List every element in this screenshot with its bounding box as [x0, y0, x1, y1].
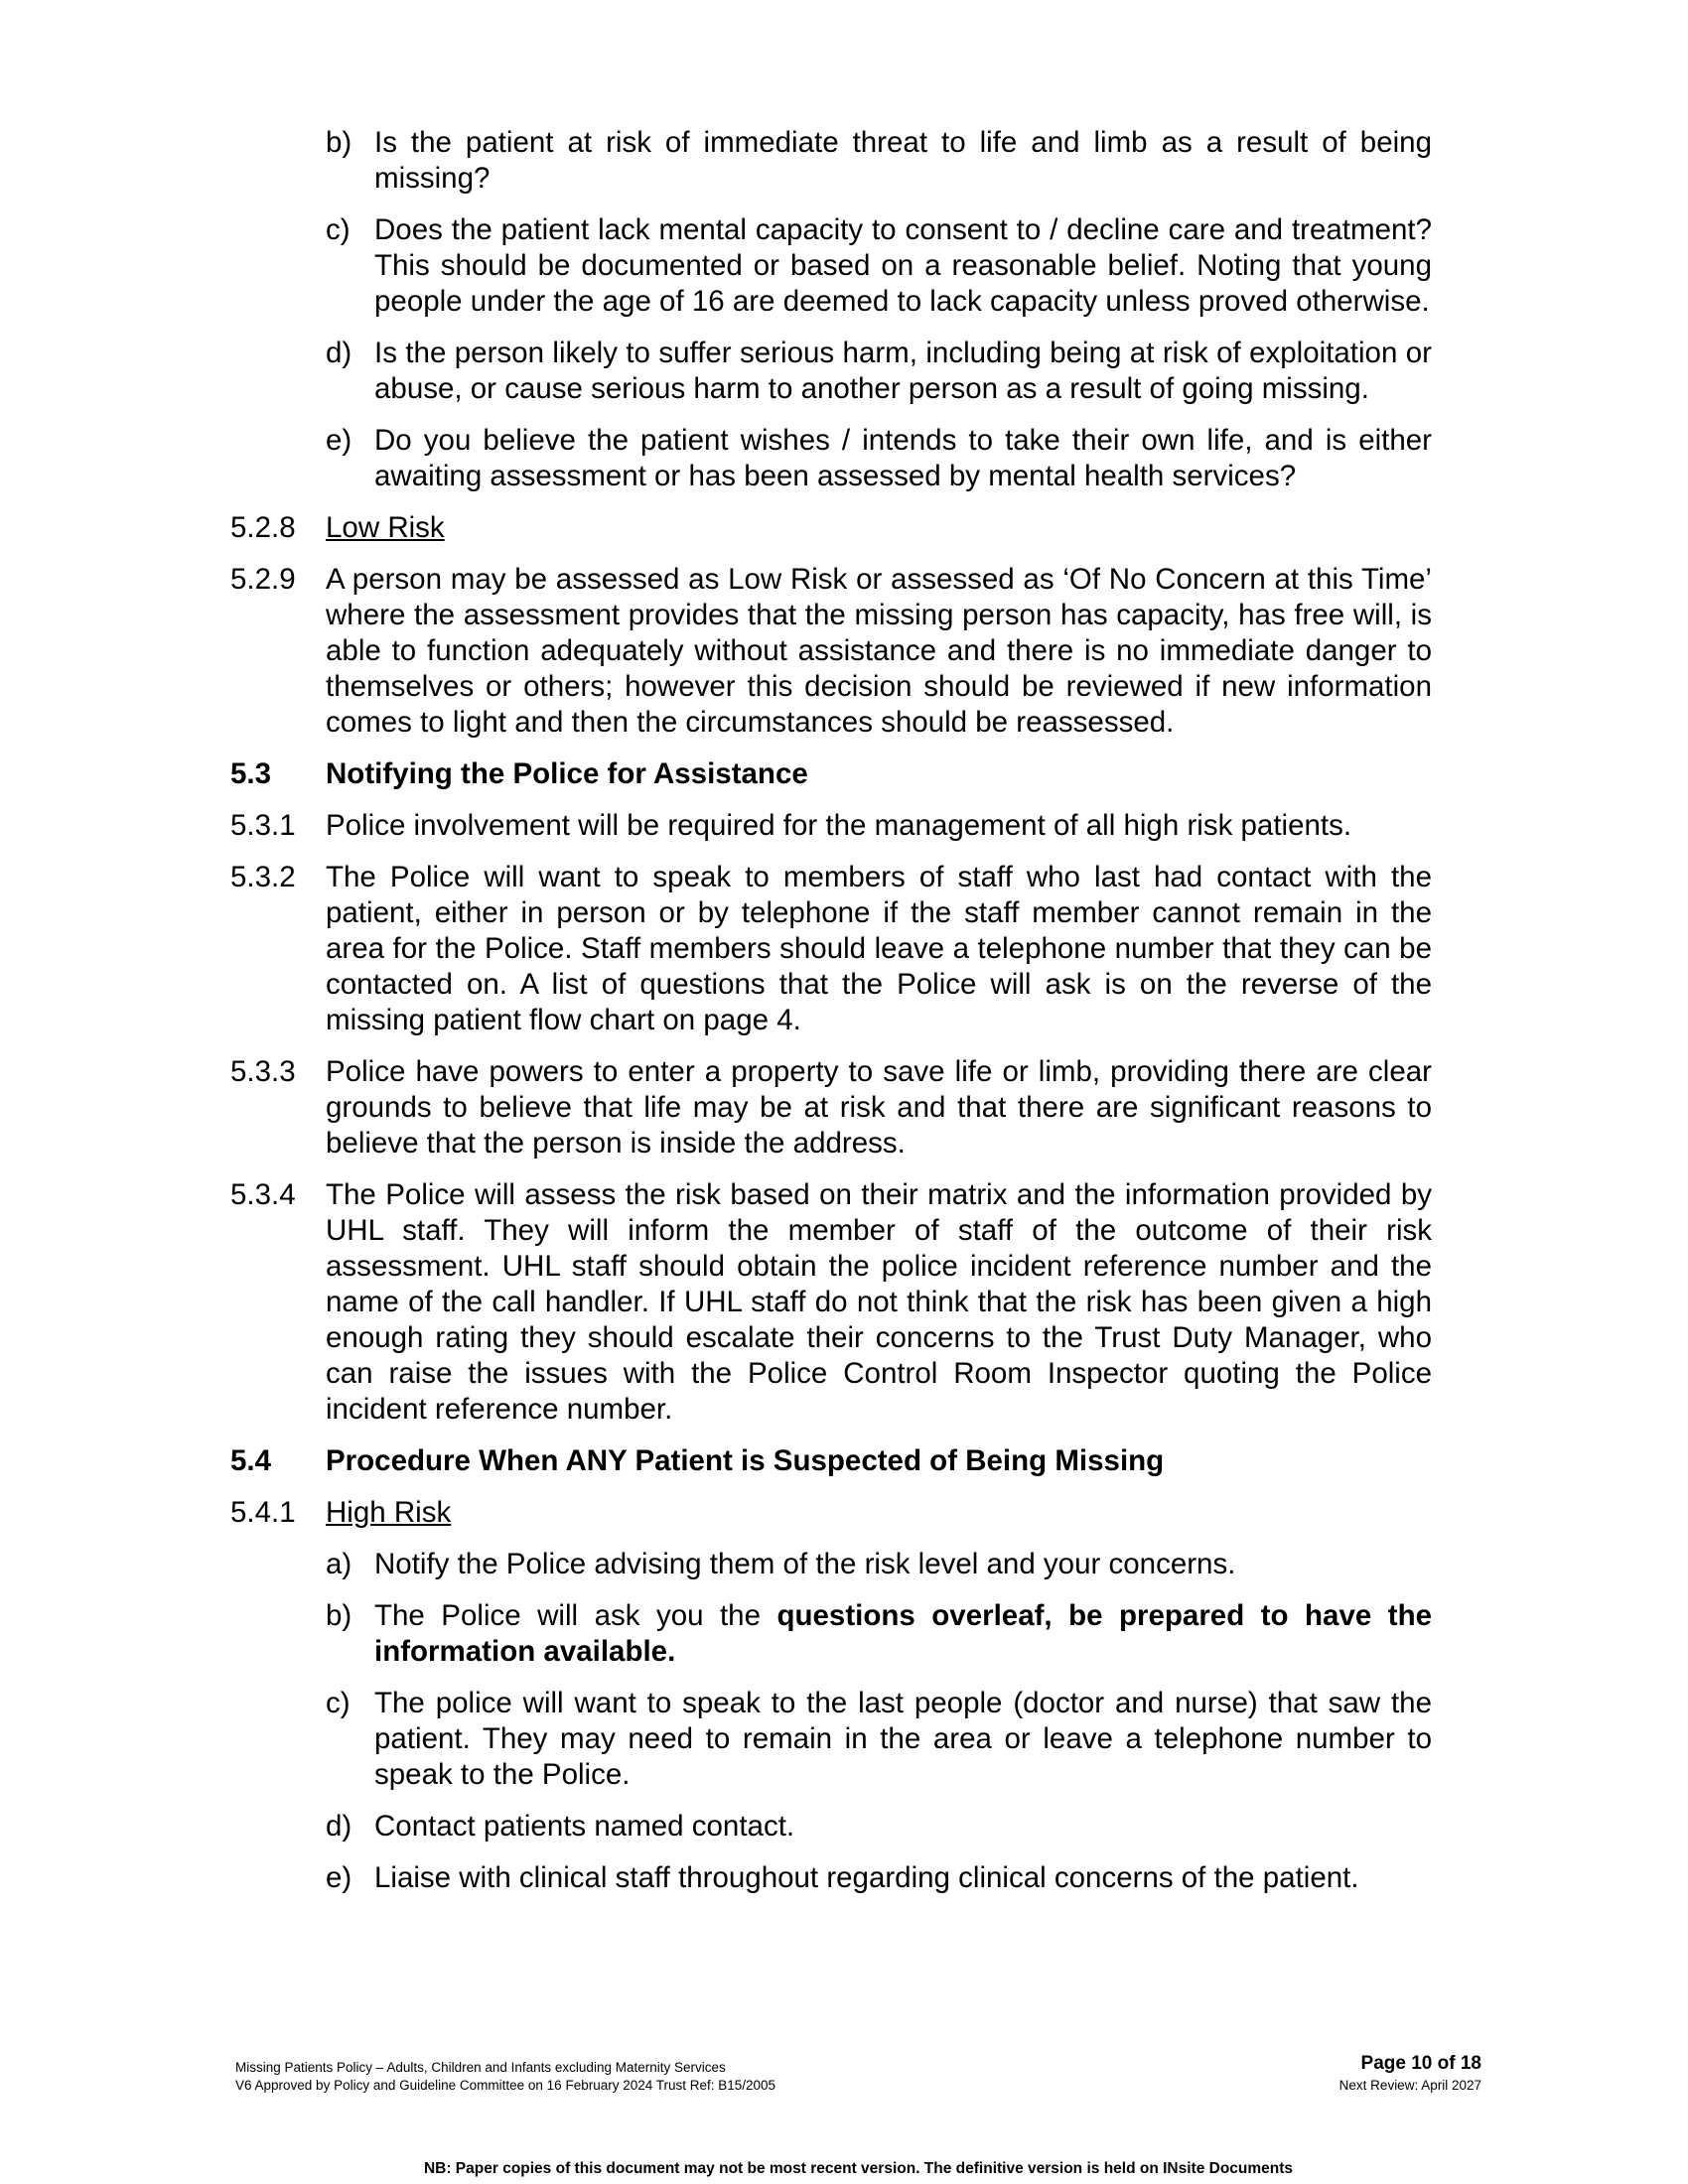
list-item [230, 212, 1432, 320]
paragraph-text: The Police will want to speak to members of staff who last had contact with the patient, either in person or by telephone if the staff member cannot remain in the area for the Police. Staff members should leave a telephone number that they can be contacted on. A list of questions that the Police will ask is on the reverse of the missing patient flow chart on page 4. [326, 861, 1432, 1036]
footer-row-2 [235, 2077, 1481, 2095]
list-text: Contact patients named contact. [374, 1810, 795, 1843]
paragraph-text: Police have powers to enter a property to save life or limb, providing there are clear grounds to believe that life may be at risk and that there are significant reasons to believe that the person is inside the address. [326, 1055, 1432, 1160]
list-text: Liaise with clinical staff throughout regarding clinical concerns of the patient. [374, 1861, 1359, 1894]
section-5-2-9 [230, 562, 1432, 741]
list-text: Notify the Police advising them of the risk level and your concerns. [374, 1548, 1236, 1580]
list-text: The Police will ask you the [374, 1599, 777, 1632]
list-text: Is the person likely to suffer serious harm, including being at risk of exploitation or abuse, or cause serious harm to another person as a result of going missing. [374, 337, 1432, 405]
list-marker: e) [326, 1861, 352, 1894]
section-5-3-1 [230, 808, 1432, 844]
list-marker: a) [326, 1548, 352, 1580]
section-number: 5.2.9 [230, 563, 296, 596]
list-marker: c) [326, 1687, 351, 1719]
list-text: Do you believe the patient wishes / intends to take their own life, and is either awaiting assessment or has been assessed by mental health services? [374, 424, 1432, 492]
footer-policy-title: Missing Patients Policy – Adults, Children and Infants excluding Maternity Services [235, 2060, 726, 2075]
list-text: Is the patient at risk of immediate threat to life and limb as a result of being missing? [374, 126, 1432, 195]
section-subheading: Low Risk [326, 511, 445, 544]
list-item [230, 1547, 1432, 1582]
page-footer [235, 2053, 1481, 2095]
list-marker: d) [326, 337, 352, 369]
list-item [230, 423, 1432, 494]
footer-row-1 [235, 2053, 1481, 2077]
list-item [230, 1686, 1432, 1793]
section-heading-5-3 [230, 756, 1432, 792]
next-review: Next Review: April 2027 [1338, 2078, 1481, 2093]
list-item [230, 125, 1432, 197]
section-5-3-2 [230, 860, 1432, 1038]
list-marker: d) [326, 1810, 352, 1843]
section-5-3-4 [230, 1177, 1432, 1428]
paragraph-text: Police involvement will be required for the management of all high risk patients. [326, 809, 1352, 842]
section-number: 5.3.2 [230, 861, 296, 893]
section-number: 5.3.3 [230, 1055, 296, 1088]
list-text: The police will want to speak to the last people (doctor and nurse) that saw the patient. They may need to remain in the area or leave a telephone number to speak to the Police. [374, 1687, 1432, 1791]
paragraph-text: The Police will assess the risk based on their matrix and the information provided by UHL staff. They will inform the member of staff of the outcome of their risk assessment. UHL staff should obtain the police incident reference number and the name of the call handler. If UHL staff do not think that the risk has been given a high enough rating they should escalate their concerns to the Trust Duty Manager, who can raise the issues with the Police Control Room Inspector quoting the Police incident reference number. [326, 1178, 1432, 1426]
section-number: 5.4.1 [230, 1496, 296, 1529]
page-number: Page 10 of 18 [1360, 2053, 1481, 2074]
list-item [230, 336, 1432, 407]
footer-disclaimer: NB: Paper copies of this document may not be most recent version. The definitive version is held on INsite Documents [423, 2160, 1294, 2177]
section-number: 5.3.1 [230, 809, 296, 842]
section-number: 5.4 [230, 1444, 272, 1477]
paragraph-text: A person may be assessed as Low Risk or assessed as ‘Of No Concern at this Time’ where the assessment provides that the missing person has capacity, has free will, is able to function adequately without assistance and there is no immediate danger to themselves or others; however this decision should be reviewed if new information comes to light and then the circumstances should be reassessed. [326, 563, 1432, 739]
page-content [230, 125, 1432, 1912]
list-marker: b) [326, 1599, 352, 1632]
section-subheading: High Risk [326, 1496, 452, 1529]
section-title: Notifying the Police for Assistance [326, 757, 808, 790]
section-5-4-1 [230, 1495, 1432, 1531]
list-marker: b) [326, 126, 352, 159]
section-heading-5-4 [230, 1443, 1432, 1479]
section-number: 5.3 [230, 757, 272, 790]
section-5-3-3 [230, 1054, 1432, 1161]
list-marker: c) [326, 213, 351, 246]
list-item [230, 1809, 1432, 1844]
section-title: Procedure When ANY Patient is Suspected of Being Missing [326, 1444, 1165, 1477]
footer-approval: V6 Approved by Policy and Guideline Committee on 16 February 2024 Trust Ref: B15/2005 [235, 2078, 776, 2093]
list-marker: e) [326, 424, 352, 457]
list-text: Does the patient lack mental capacity to consent to / decline care and treatment? This should be documented or based on a reasonable belief. Noting that young people under the age of 16 are deemed to lack capacity unless proved otherwise. [374, 213, 1432, 318]
section-number: 5.2.8 [230, 511, 296, 544]
section-number: 5.3.4 [230, 1178, 296, 1211]
list-item [230, 1860, 1432, 1896]
section-5-2-8 [230, 510, 1432, 546]
list-text-bold: questions overleaf, be prepared to have the information available. [374, 1599, 1432, 1668]
list-item [230, 1598, 1432, 1670]
